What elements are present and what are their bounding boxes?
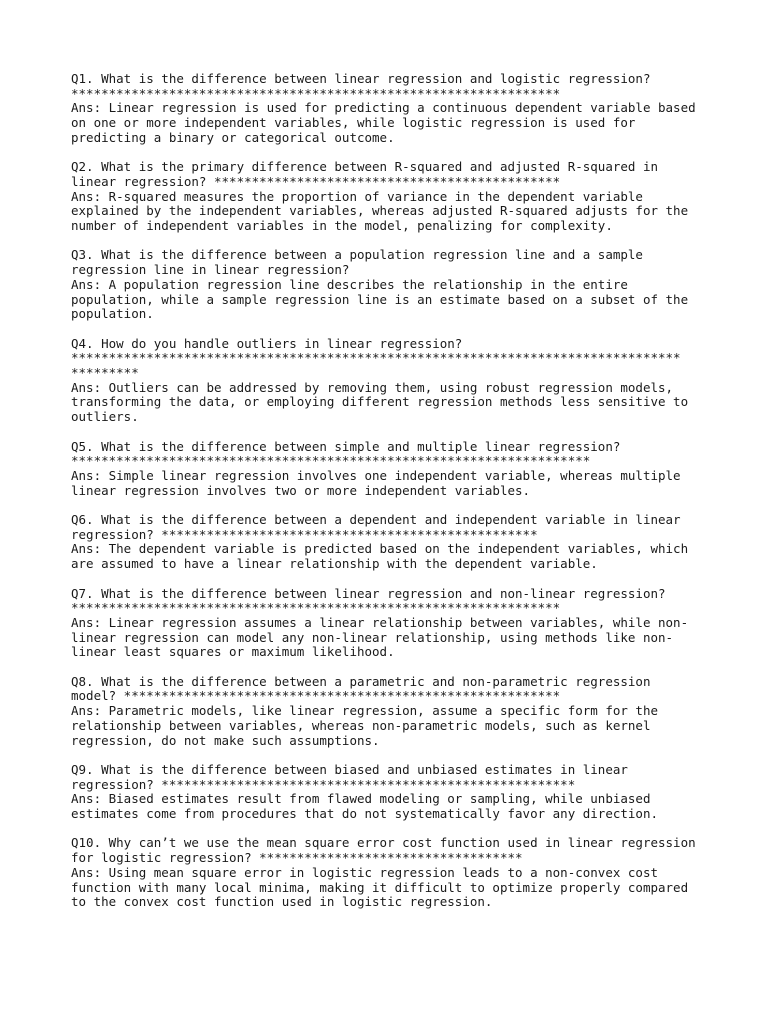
answer-text: are assumed to have a linear relationship with the dependent variable. <box>71 556 598 572</box>
answer-text: Ans: Linear regression assumes a linear relationship between variables, while non- <box>71 614 689 630</box>
document-page <box>71 72 711 925</box>
answer-text: number of independent variables in the model, penalizing for complexity. <box>71 218 613 234</box>
question-text: regression line in linear regression? <box>71 262 350 278</box>
qa-item-9 <box>71 763 711 822</box>
answer-text: Ans: Simple linear regression involves one independent variable, whereas multiple <box>71 467 681 483</box>
qa-item-3 <box>71 248 711 322</box>
answer-text: function with many local minima, making it difficult to optimize properly compared <box>71 879 689 895</box>
answer-text: estimates come from procedures that do not systematically favor any direction. <box>71 806 658 822</box>
answer-text: Ans: Parametric models, like linear regression, assume a specific form for the <box>71 703 658 719</box>
question-text: for logistic regression? *********************************** <box>71 850 523 866</box>
question-text: Q7. What is the difference between linear regression and non-linear regression? <box>71 585 666 601</box>
answer-text: Ans: R-squared measures the proportion of variance in the dependent variable <box>71 188 643 204</box>
question-text: linear regression? ********************************************** <box>71 173 561 189</box>
qa-item-7 <box>71 587 711 661</box>
answer-text: linear least squares or maximum likelihood. <box>71 644 395 660</box>
question-text: Q6. What is the difference between a dependent and independent variable in linear <box>71 512 681 528</box>
question-text: model? ********************************************************** <box>71 688 561 704</box>
separator-line: ********************************************************************* <box>71 453 591 469</box>
answer-text: Ans: Using mean square error in logistic regression leads to a non-convex cost <box>71 864 658 880</box>
answer-text: population, while a sample regression line is an estimate based on a subset of the <box>71 291 689 307</box>
answer-text: Ans: The dependent variable is predicted based on the independent variables, which <box>71 541 689 557</box>
answer-text: transforming the data, or employing different regression methods less sensitive to <box>71 394 689 410</box>
answer-text: outliers. <box>71 409 139 425</box>
qa-item-10 <box>71 836 711 910</box>
question-text: Q1. What is the difference between linear regression and logistic regression? <box>71 71 651 86</box>
qa-item-8 <box>71 675 711 749</box>
answer-text: Ans: A population regression line describes the relationship in the entire <box>71 276 628 292</box>
qa-item-5 <box>71 440 711 499</box>
answer-text: linear regression involves two or more independent variables. <box>71 482 531 498</box>
qa-item-4 <box>71 337 711 425</box>
answer-text: population. <box>71 306 154 322</box>
answer-text: on one or more independent variables, while logistic regression is used for <box>71 115 636 131</box>
question-text: Q5. What is the difference between simple and multiple linear regression? <box>71 438 621 454</box>
answer-text: linear regression can model any non-linear relationship, using methods like non- <box>71 629 674 645</box>
separator-line: ********* <box>71 365 139 381</box>
answer-text: Ans: Outliers can be addressed by removing them, using robust regression models, <box>71 379 674 395</box>
answer-text: relationship between variables, whereas non-parametric models, such as kernel <box>71 717 651 733</box>
question-text: Q3. What is the difference between a population regression line and a sample <box>71 247 643 263</box>
question-text: Q4. How do you handle outliers in linear regression? <box>71 335 463 351</box>
qa-item-1 <box>71 72 711 146</box>
answer-text: predicting a binary or categorical outcome. <box>71 129 395 145</box>
answer-text: to the convex cost function used in logistic regression. <box>71 894 493 910</box>
separator-line: ***************************************************************** <box>71 85 561 101</box>
question-text: Q10. Why can’t we use the mean square error cost function used in linear regression <box>71 835 696 851</box>
separator-line: ***************************************************************** <box>71 600 561 616</box>
answer-text: regression, do not make such assumptions. <box>71 732 380 748</box>
separator-line: ********************************************************************************* <box>71 350 681 366</box>
question-text: Q2. What is the primary difference between R-squared and adjusted R-squared in <box>71 159 658 175</box>
question-text: Q9. What is the difference between biased and unbiased estimates in linear <box>71 761 628 777</box>
question-text: regression? ************************************************** <box>71 526 538 542</box>
question-text: regression? ******************************************************* <box>71 776 576 792</box>
qa-item-2 <box>71 160 711 234</box>
answer-text: explained by the independent variables, whereas adjusted R-squared adjusts for the <box>71 203 689 219</box>
question-text: Q8. What is the difference between a parametric and non-parametric regression <box>71 673 651 689</box>
qa-item-6 <box>71 513 711 572</box>
answer-text: Ans: Biased estimates result from flawed modeling or sampling, while unbiased <box>71 791 651 807</box>
answer-text: Ans: Linear regression is used for predicting a continuous dependent variable based <box>71 100 696 116</box>
